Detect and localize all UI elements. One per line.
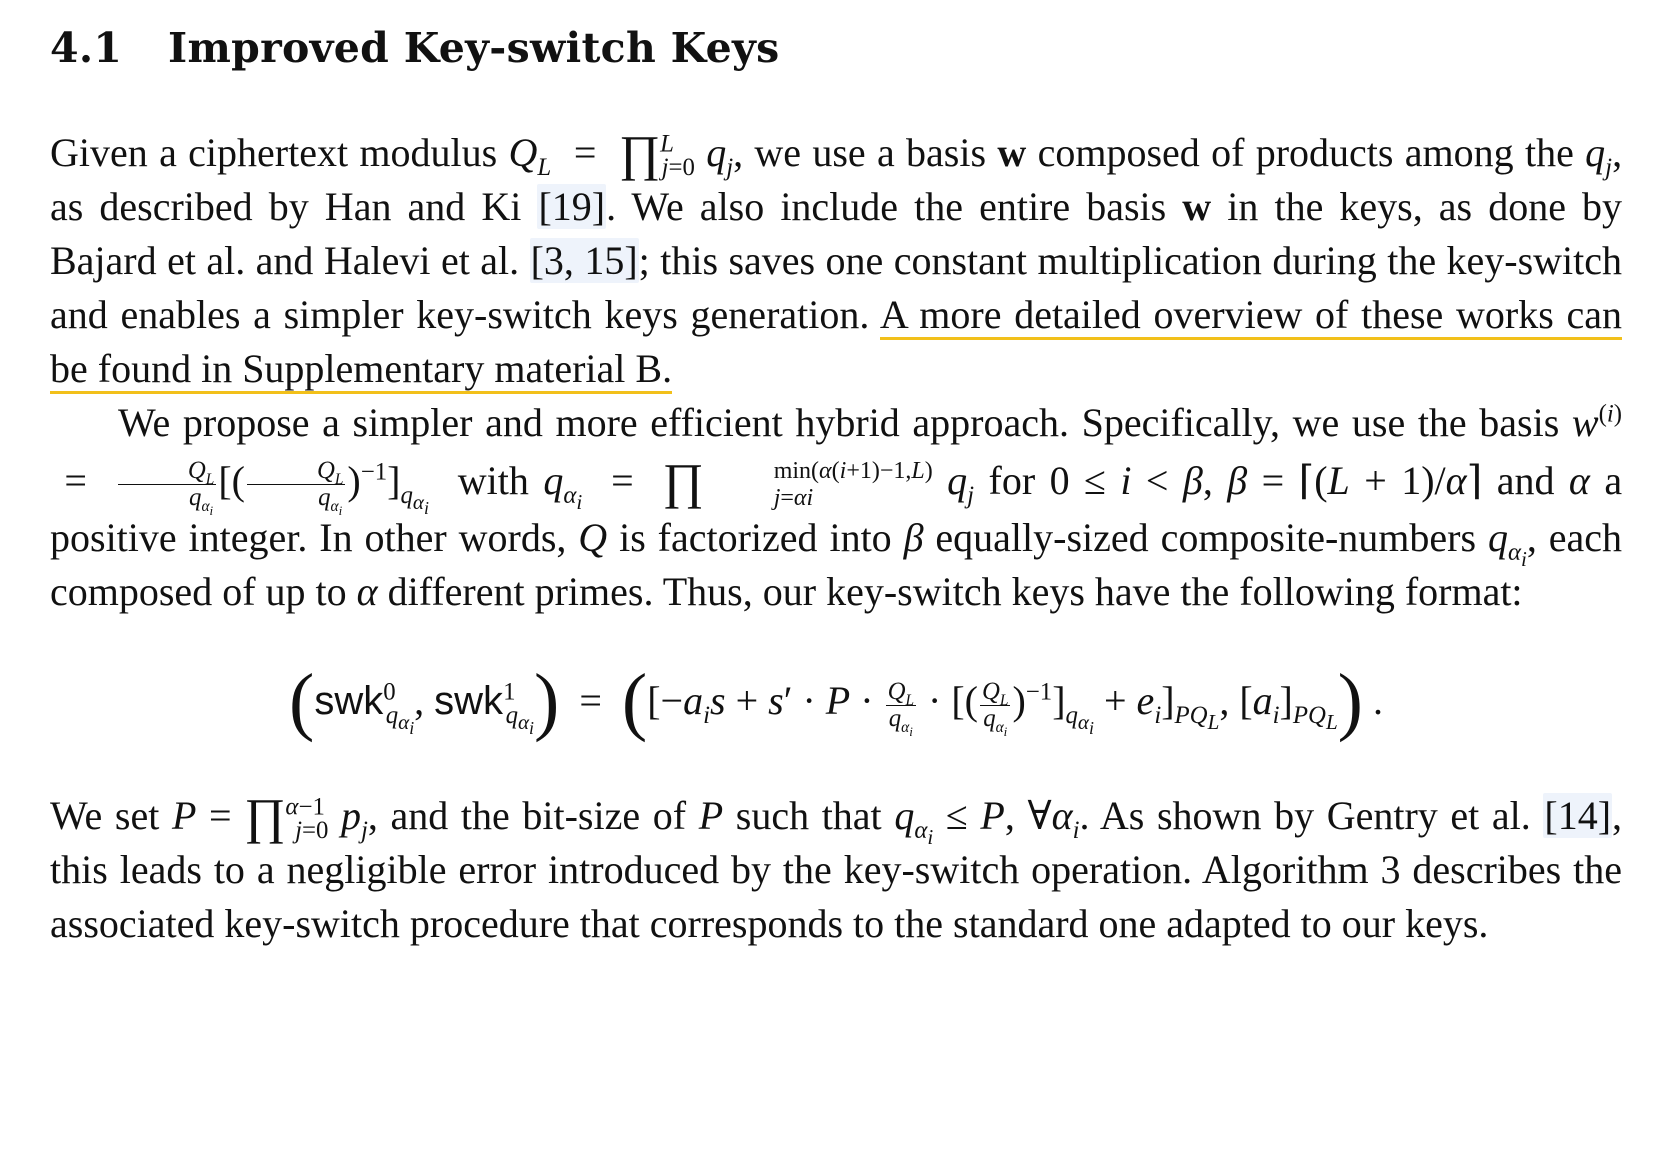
p3-text-4: . As shown by Gentry et al.: [1079, 793, 1531, 839]
section-heading: [50, 18, 1622, 78]
swk-label-1: swk: [434, 679, 504, 724]
p3-text-3: such that: [735, 793, 882, 839]
p2-text-6: is factorized into: [619, 515, 892, 561]
p3-text-1: We set: [50, 793, 160, 839]
swk-label-0: swk: [314, 679, 384, 724]
paper-page: [50, 18, 1622, 951]
p1-text-1: Given a ciphertext modulus: [50, 130, 498, 175]
p1-text-4: , as described by Han and Ki: [50, 130, 1623, 229]
highlighted-sentence: A more detailed overview of these works can be found in Supplementary material B.: [50, 292, 1622, 394]
citation-14[interactable]: [14]: [1544, 793, 1612, 839]
p3-text-2: , and the bit-size of: [367, 793, 687, 839]
p1-text-2: , we use a basis: [733, 130, 987, 175]
paragraph-2: We propose a simpler and more efficient hybrid approach. Specifically, we use the basis $w^{(i)}$ = $\frac{Q_L}{q_{\alpha_i}}$ [( $\frac{Q_L}{q_{\alpha_i}}$ )$^{-1}]_{q_{\alpha_i}}$ with $q_{\alpha_i}$ = ∏ min(α(i+1)−1,L) j=αi $q_j$ for 0 ≤ i < β, β = ⌈(L + 1)/α⌉ and α a positive integer. In other words, Q is factorized into β equally-sized composite-numbers $q_{\alpha_i}$, each composed of up to α different primes. Thus, our key-switch keys have the following format:: [50, 400, 1623, 615]
p2-text-1: We propose a simpler and more efficient hybrid approach. Specifically, we use the basis: [118, 400, 1560, 445]
keyswitch-key-equation: (swk$^0_{q_{\alpha_i}}$, $swk^1_{q_{\alpha_i}}) = ([-a_is + s' \cdot P$ · $\frac{Q_L}{q_{\alpha_i}}$ · [( $\frac{Q_L}{q_{\alpha_i}}$ )$^{-1}]_{q_{\alpha_i}} + e_i]_{PQ_L}$, $[a_i]_{PQ_L}$) .: [289, 659, 1383, 744]
section-number: 4.1: [50, 24, 123, 72]
p2-text-7: equally-sized composite-numbers: [935, 515, 1477, 561]
p2-text-2: with: [457, 458, 529, 503]
p2-text-8: , each composed of up to: [50, 515, 1623, 615]
section-title: Improved Key-switch Keys: [168, 24, 780, 72]
p1-text-7: ; this saves one constant multiplication during the key-switch and enables a simpler key-switch keys generation.: [50, 238, 1623, 337]
p1-text-5: . We also include the entire basis: [606, 184, 1167, 229]
p2-text-3: for: [988, 458, 1036, 503]
p1-text-3: composed of products among the: [1037, 130, 1574, 175]
citation-19[interactable]: [19]: [538, 184, 606, 229]
p2-text-5: a positive integer. In other words,: [50, 458, 1623, 561]
paragraph-3: We set P = ∏$^{\alpha-1}_{j=0}$ $p_j$, and the bit-size of P such that $q_{\alpha_i} \le P$, $\forall\alpha_i$. As shown by Gentry et al. [14], this leads to a negligible error introduced by the key-switch operation. Algorithm 3 describes the associated key-switch procedure that corresponds to the standard one adapted to our keys.: [50, 788, 1623, 947]
paragraph-1: Given a ciphertext modulus $Q_L$ = ∏$^L_{j=0}$ $q_j$, we use a basis w composed of products among the $q_j$, as described by Han and Ki [19]. We also include the entire basis w in the keys, as done by Bajard et al. and Halevi et al. [3, 15]; this saves one constant multiplication during the key-switch and enables a simpler key-switch keys generation. A more detailed overview of these works can be found in Supplementary material B.: [50, 122, 1622, 396]
p1-text-6: in the keys, as done by Bajard et al. and Halevi et al.: [50, 184, 1623, 283]
p2-text-9: different primes. Thus, our key-switch keys have the following format:: [387, 569, 1523, 615]
p3-text-5: , this leads to a negligible error introduced by the key-switch operation. Algorithm 3 describes the associated key-switch procedure that corresponds to the standard one adapted to our keys.: [50, 793, 1623, 947]
p2-text-4: and: [1496, 458, 1555, 503]
citation-3-15[interactable]: [3, 15]: [530, 238, 638, 283]
basis-w-2: w: [1182, 184, 1212, 229]
basis-w: w: [997, 130, 1027, 175]
